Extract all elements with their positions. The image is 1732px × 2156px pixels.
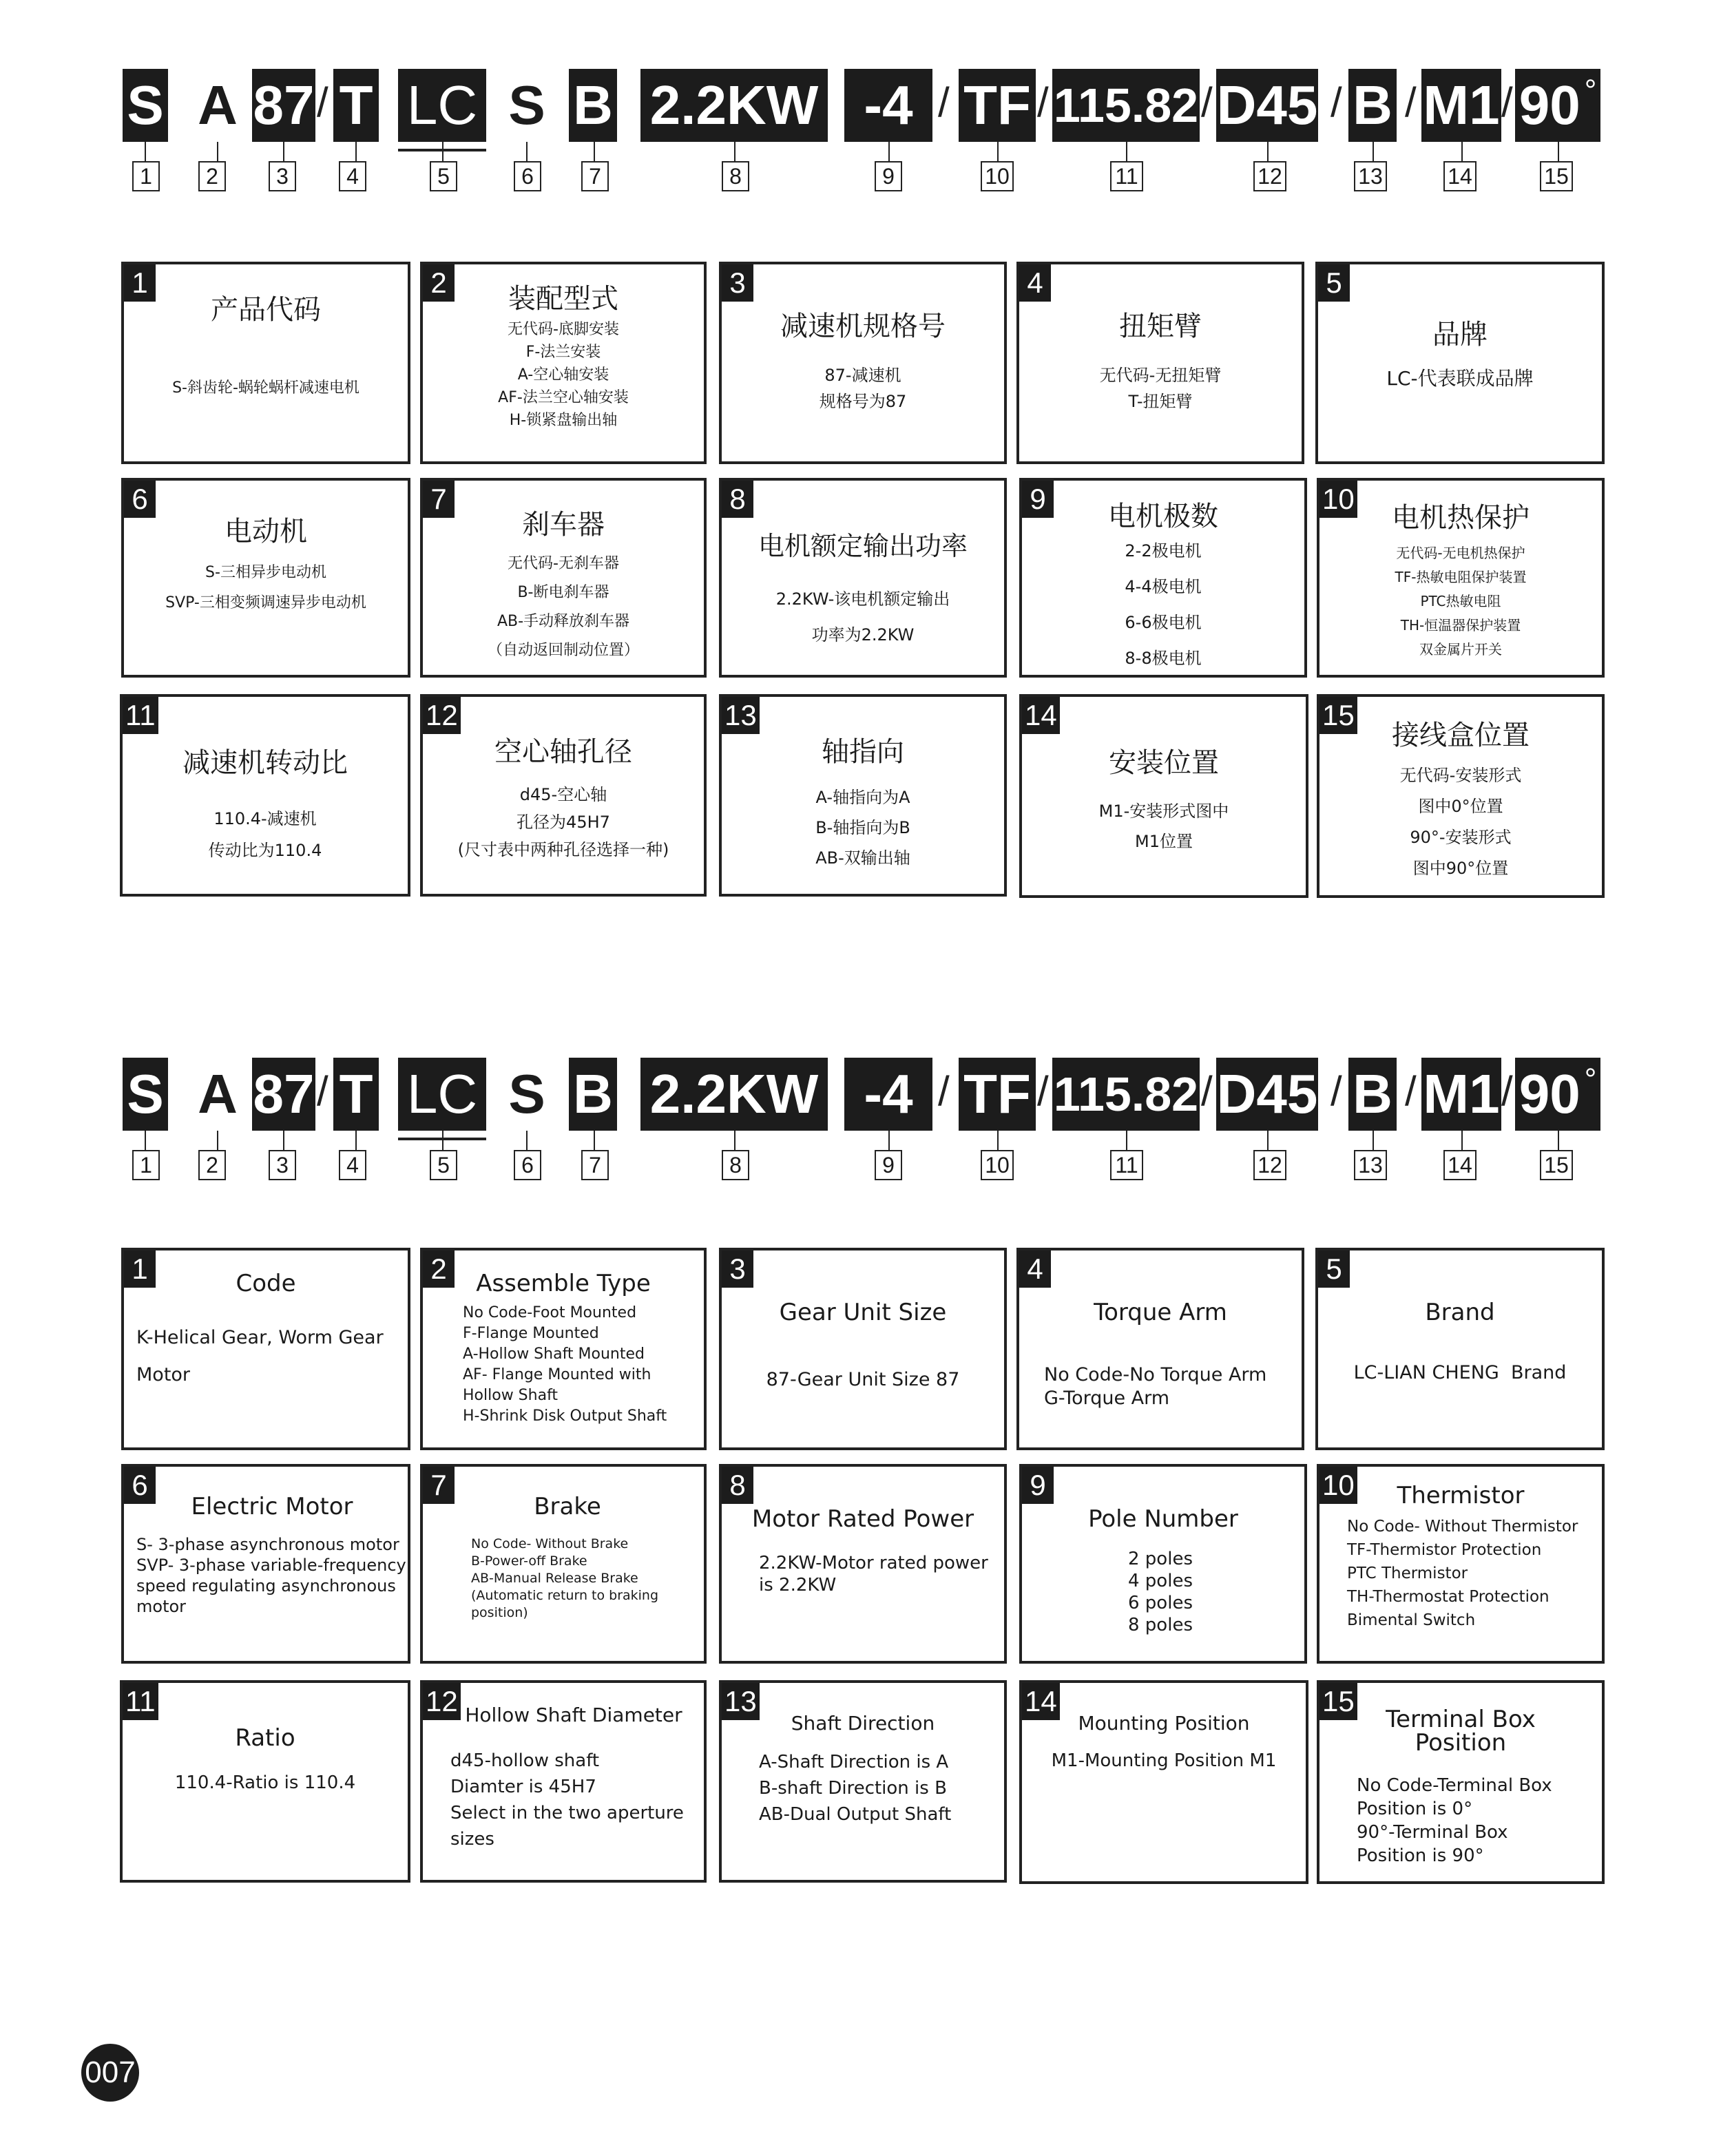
box-number: 15 (1319, 1683, 1357, 1720)
code-slash: / (1037, 1068, 1049, 1114)
spec-box-6-en (121, 1464, 410, 1664)
box-number: 11 (123, 1683, 158, 1720)
degree-sign: ° (1584, 1063, 1597, 1096)
code-index: 8 (722, 1150, 749, 1180)
code-seg-14: M1 (1421, 1058, 1501, 1131)
box-lines: 无代码-底脚安装 F-法兰安装 A-空心轴安装 AF-法兰空心轴安装 H-锁紧盘输出轴 (498, 321, 629, 429)
box-lines: d45-hollow shaft Diamter is 45H7 Select in the two aperture sizes (450, 1750, 684, 1850)
spec-box-10-en (1317, 1464, 1605, 1664)
box-number: 3 (722, 264, 753, 302)
code-index: 5 (430, 161, 457, 191)
code-index: 11 (1110, 161, 1143, 191)
code-slash: / (1331, 79, 1342, 125)
code-slash: / (1501, 79, 1513, 125)
box-title: Hollow Shaft Diameter (465, 1704, 682, 1726)
code-slash: / (1201, 79, 1213, 125)
code-slash: / (317, 79, 328, 125)
box-title: 电机额定输出功率 (758, 531, 968, 561)
box-number: 2 (423, 264, 455, 302)
code-index: 14 (1443, 161, 1477, 191)
code-index: 12 (1253, 1150, 1286, 1180)
code-seg-12: D45 (1216, 69, 1318, 142)
box-number: 3 (722, 1250, 753, 1288)
box-lines: 无代码-无刹车器 B-断电刹车器 AB-手动释放刹车器 （自动返回制动位置） (487, 555, 639, 659)
box-number: 4 (1019, 1250, 1051, 1288)
degree-sign: ° (1584, 74, 1597, 107)
box-title: Mounting Position (1078, 1712, 1250, 1735)
code-seg-8: 2.2KW (640, 69, 828, 142)
spec-box-5-en (1315, 1248, 1605, 1450)
box-number: 1 (124, 264, 156, 302)
code-seg-13: B (1348, 69, 1397, 142)
box-lines: No Code-Foot Mounted F-Flange Mounted A-Hollow Shaft Mounted AF- Flange Mounted with Hollow Shaft H-Shrink Disk Output Shaft (463, 1304, 667, 1425)
code-index: 4 (339, 1150, 366, 1180)
spec-box-4-cn (1016, 262, 1304, 464)
code-seg-5: LC (398, 69, 486, 142)
box-title: 产品代码 (211, 294, 321, 326)
code-slash: / (1405, 1068, 1417, 1114)
box-title: 扭矩臂 (1119, 311, 1202, 342)
code-index: 11 (1110, 1150, 1143, 1180)
box-lines: No Code- Without Thermistor TF-Thermistor Protection PTC Thermistor TH-Thermostat Protection Bimental Switch (1347, 1518, 1578, 1629)
spec-box-15-cn (1317, 694, 1605, 898)
spec-box-7-en (420, 1464, 707, 1664)
code-slash: / (938, 1068, 950, 1114)
spec-box-14-cn (1019, 694, 1308, 898)
box-number: 7 (423, 1467, 455, 1504)
box-title: 电机极数 (1108, 501, 1218, 532)
code-seg-13: B (1348, 1058, 1397, 1131)
code-seg-15-value: 90 (1519, 1063, 1580, 1124)
box-title: 电动机 (225, 516, 307, 547)
box-number: 11 (123, 697, 158, 734)
box-number: 5 (1318, 1250, 1350, 1288)
box-lines: S- 3-phase asynchronous motor SVP- 3-phase variable-frequency speed regulating asynchronous motor (136, 1535, 406, 1616)
box-lines: S-三相异步电动机 SVP-三相变频调速异步电动机 (165, 564, 366, 611)
box-title: Gear Unit Size (779, 1299, 947, 1326)
box-title: Thermistor (1397, 1482, 1525, 1509)
page-number: 007 (81, 2044, 139, 2102)
code-index: 7 (581, 161, 609, 191)
box-lines: LC-代表联成品牌 (1386, 367, 1534, 390)
code-index: 6 (514, 161, 541, 191)
spec-box-1-cn (121, 262, 410, 464)
code-index: 1 (132, 1150, 160, 1180)
box-title: Electric Motor (191, 1493, 353, 1520)
spec-box-12-cn (420, 694, 707, 897)
box-lines: 2.2KW-该电机额定输出 功率为2.2KW (775, 589, 950, 645)
box-number: 2 (423, 1250, 455, 1288)
code-index: 8 (722, 161, 749, 191)
spec-box-9-en (1019, 1464, 1307, 1664)
box-lines: LC-LIAN CHENG Brand (1353, 1362, 1567, 1383)
box-lines: M1-Mounting Position M1 (1051, 1750, 1277, 1771)
box-lines: 87-Gear Unit Size 87 (766, 1369, 960, 1390)
code-slash: / (1037, 79, 1049, 125)
box-number: 4 (1019, 264, 1051, 302)
box-title: Motor Rated Power (751, 1505, 974, 1533)
model-code-row-en (0, 1058, 1732, 1223)
code-index: 4 (339, 161, 366, 191)
box-number: 10 (1319, 481, 1357, 518)
box-title: Shaft Direction (791, 1712, 935, 1735)
box-lines: 87-减速机 规格号为87 (819, 366, 907, 411)
code-seg-7: B (569, 1058, 617, 1131)
code-seg-11: 115.82 (1052, 1058, 1200, 1131)
box-number: 10 (1319, 1467, 1357, 1504)
code-index: 15 (1540, 161, 1573, 191)
box-title: 减速机转动比 (182, 747, 348, 779)
code-index: 2 (198, 161, 226, 191)
code-index: 1 (132, 161, 160, 191)
spec-box-3-cn (719, 262, 1007, 464)
code-seg-9: -4 (844, 69, 932, 142)
box-lines: 无代码-无电机热保护 TF-热敏电阻保护装置 PTC热敏电阻 TH-恒温器保护装置 双金属片开关 (1395, 545, 1527, 658)
code-seg-4: T (333, 1058, 379, 1131)
box-lines: K-Helical Gear, Worm Gear Motor (136, 1327, 384, 1385)
spec-box-9-cn (1019, 478, 1307, 678)
box-number: 12 (423, 1683, 461, 1720)
code-seg-7: B (569, 69, 617, 142)
code-index: 10 (981, 161, 1014, 191)
box-lines: No Code- Without Brake B-Power-off Brake AB-Manual Release Brake (Automatic return to braking position) (471, 1536, 659, 1620)
spec-box-8-en (719, 1464, 1007, 1664)
box-lines: A-轴指向为A B-轴指向为B AB-双输出轴 (815, 788, 910, 868)
spec-box-13-en (719, 1680, 1007, 1883)
box-lines: No Code-No Torque Arm G-Torque Arm (1044, 1364, 1267, 1409)
code-seg-10: TF (959, 1058, 1036, 1131)
code-seg-11: 115.82 (1052, 69, 1200, 142)
code-seg-3: 87 (252, 69, 315, 142)
box-title: 轴指向 (822, 736, 904, 768)
code-seg-1: S (123, 69, 168, 142)
spec-box-1-en (121, 1248, 410, 1450)
box-number: 8 (722, 1467, 753, 1504)
spec-box-13-cn (719, 694, 1007, 897)
box-lines: 2-2极电机 4-4极电机 6-6极电机 8-8极电机 (1125, 541, 1202, 668)
box-number: 1 (124, 1250, 156, 1288)
code-index: 3 (269, 1150, 296, 1180)
code-index: 5 (430, 1150, 457, 1180)
spec-box-5-cn (1315, 262, 1605, 464)
box-lines: M1-安装形式图中 M1位置 (1098, 802, 1229, 851)
box-lines: 无代码-安装形式 图中0°位置 90°-安装形式 图中90°位置 (1399, 766, 1522, 878)
box-lines: 2.2KW-Motor rated power is 2.2KW (759, 1553, 988, 1595)
code-index: 9 (875, 161, 902, 191)
box-number: 6 (124, 481, 156, 518)
code-index: 10 (981, 1150, 1014, 1180)
box-lines: d45-空心轴 孔径为45H7 (尺寸表中两种孔径选择一种) (457, 785, 669, 859)
code-seg-2: A (193, 69, 242, 142)
code-seg-15-value: 90 (1519, 74, 1580, 136)
spec-box-15-en (1317, 1680, 1605, 1884)
box-number: 7 (423, 481, 455, 518)
box-title: 减速机规格号 (780, 311, 946, 342)
code-seg-9: -4 (844, 1058, 932, 1131)
box-title: 品牌 (1432, 319, 1488, 350)
code-slash: / (938, 79, 950, 125)
code-index: 9 (875, 1150, 902, 1180)
box-title: Brand (1425, 1299, 1495, 1326)
box-title: Ratio (235, 1724, 295, 1752)
code-index: 2 (198, 1150, 226, 1180)
code-index: 12 (1253, 161, 1286, 191)
code-slash: / (1405, 79, 1417, 125)
box-lines: 110.4-减速机 传动比为110.4 (208, 809, 322, 860)
code-index: 6 (514, 1150, 541, 1180)
code-slash: / (1331, 1068, 1342, 1114)
box-title: Pole Number (1088, 1505, 1238, 1533)
box-title: Brake (534, 1493, 601, 1520)
spec-box-11-cn (120, 694, 410, 897)
box-number: 9 (1022, 1467, 1054, 1504)
box-title: Assemble Type (476, 1270, 651, 1297)
box-title: 接线盒位置 (1392, 720, 1530, 751)
spec-box-14-en (1019, 1680, 1308, 1884)
code-index: 13 (1354, 161, 1387, 191)
code-seg-15 (1515, 69, 1600, 142)
box-title: Code (236, 1270, 296, 1297)
model-code-row-cn (0, 69, 1732, 234)
spec-box-2-cn (420, 262, 707, 464)
code-seg-14: M1 (1421, 69, 1501, 142)
box-lines: 无代码-无扭矩臂 T-扭矩臂 (1099, 366, 1222, 411)
code-slash: / (317, 1068, 328, 1114)
spec-box-11-en (120, 1680, 410, 1883)
box-number: 5 (1318, 264, 1350, 302)
code-index: 3 (269, 161, 296, 191)
box-lines: A-Shaft Direction is A B-shaft Direction is B AB-Dual Output Shaft (759, 1752, 952, 1825)
code-index: 15 (1540, 1150, 1573, 1180)
code-slash: / (1201, 1068, 1213, 1114)
box-number: 13 (722, 1683, 760, 1720)
box-number: 6 (124, 1467, 156, 1504)
box-number: 15 (1319, 697, 1357, 734)
code-seg-8: 2.2KW (640, 1058, 828, 1131)
box-title: 刹车器 (522, 509, 605, 541)
code-seg-15 (1515, 1058, 1600, 1131)
code-seg-4: T (333, 69, 379, 142)
spec-box-10-cn (1317, 478, 1605, 678)
box-number: 13 (722, 697, 760, 734)
box-title: Torque Arm (1094, 1299, 1227, 1326)
spec-box-7-cn (420, 478, 707, 678)
box-title: 空心轴孔径 (494, 736, 632, 768)
box-title: 安装位置 (1109, 747, 1219, 779)
box-title: 电机热保护 (1392, 502, 1530, 534)
box-lines: 2 poles 4 poles 6 poles 8 poles (1128, 1549, 1193, 1635)
code-seg-3: 87 (252, 1058, 315, 1131)
code-index: 13 (1354, 1150, 1387, 1180)
box-lines: S-斜齿轮-蜗轮蜗杆减速电机 (172, 379, 359, 397)
box-number: 12 (423, 697, 461, 734)
box-title: Terminal Box Position (1386, 1706, 1536, 1757)
code-seg-5: LC (398, 1058, 486, 1131)
code-seg-12: D45 (1216, 1058, 1318, 1131)
box-number: 14 (1022, 697, 1060, 734)
code-index: 14 (1443, 1150, 1477, 1180)
spec-box-8-cn (719, 478, 1007, 678)
spec-box-2-en (420, 1248, 707, 1450)
box-lines: 110.4-Ratio is 110.4 (174, 1772, 356, 1793)
spec-box-3-en (719, 1248, 1007, 1450)
code-seg-2: A (193, 1058, 242, 1131)
box-lines: No Code-Terminal Box Position is 0° 90°-Terminal Box Position is 90° (1357, 1775, 1552, 1866)
code-seg-10: TF (959, 69, 1036, 142)
box-title: 装配型式 (508, 283, 618, 315)
code-seg-6: S (503, 1058, 551, 1131)
box-number: 14 (1022, 1683, 1060, 1720)
spec-box-12-en (420, 1680, 707, 1883)
spec-box-6-cn (121, 478, 410, 678)
code-seg-1: S (123, 1058, 168, 1131)
code-slash: / (1501, 1068, 1513, 1114)
code-seg-6: S (503, 69, 551, 142)
box-number: 8 (722, 481, 753, 518)
spec-box-4-en (1016, 1248, 1304, 1450)
code-index: 7 (581, 1150, 609, 1180)
box-number: 9 (1022, 481, 1054, 518)
